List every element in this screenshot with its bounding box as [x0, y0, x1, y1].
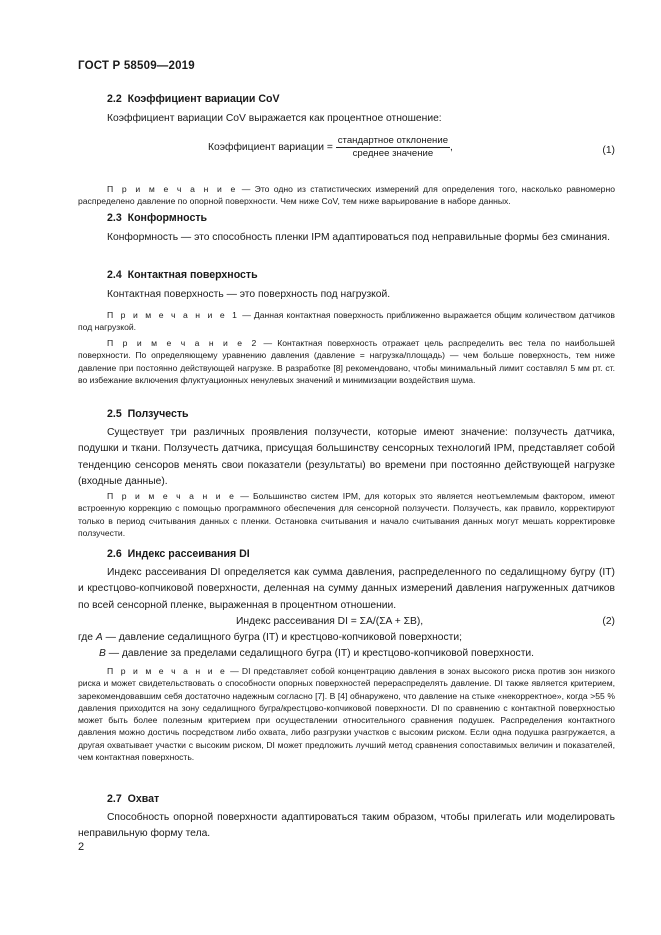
- definition-a-text: — давление седалищного бугра (IT) и крестцово-копчиковой поверхности;: [102, 632, 462, 643]
- note-label: П р и м е ч а н и е 1: [107, 310, 240, 320]
- note-label: П р и м е ч а н и е: [107, 666, 228, 676]
- section-2-4-note-2: [78, 337, 615, 386]
- section-2-2-text: Коэффициент вариации CoV выражается как процентное отношение:: [107, 113, 442, 124]
- section-title: Ползучесть: [127, 408, 189, 420]
- section-number: 2.3: [107, 212, 122, 224]
- definition-b-text: — давление за пределами седалищного бугра (IT) и крестцово-копчиковой поверхности.: [105, 648, 535, 659]
- symbol-b: B: [99, 648, 106, 659]
- section-number: 2.4: [107, 269, 122, 281]
- definition-a: [78, 632, 462, 643]
- equation-fraction: [336, 135, 450, 160]
- section-title: Коэффициент вариации CoV: [127, 93, 280, 105]
- section-title: Конформность: [127, 212, 208, 224]
- note-text: — Большинство систем IPM, для которых это является неотъемлемым фактором, имеют встроенную коррекцию с помощью программного обеспечения для сенсорной ползучести. Ползучесть, как правило, корректируют только в период считывания данных с пленки. Остановка считывания и начало считывания данных могут мешать корректировке ползучести.: [78, 491, 615, 538]
- section-number: 2.5: [107, 408, 122, 420]
- symbol-a: A: [95, 632, 103, 643]
- section-2-3-heading: [107, 212, 207, 224]
- section-2-5-note: [78, 490, 615, 539]
- section-2-4-note-1: [78, 309, 615, 334]
- standard-header: ГОСТ Р 58509—2019: [78, 60, 195, 72]
- section-2-6-heading: [107, 548, 250, 560]
- note-text: — Данная контактная поверхность приближенно выражается общим количеством датчиков под нагрузкой.: [78, 310, 615, 333]
- note-label: П р и м е ч а н и е: [107, 491, 237, 501]
- equation-1: [208, 135, 453, 160]
- note-text: — DI представляет собой концентрацию давления в зонах высокого риска против зон низкого риска и может свидетельствовать о способности опорных поверхностей перераспределять давление. DI также является критерием, зарекомендовавшим себя достаточно надежным согласно [7]. В [4] обнаружено, что давление на стыке «некорректное», когда >55 % давления приходится на зону седалищного бугра/крестцово-копчиковой поверхности. DI по сравнению с контактной поверхностью может быть более полезным критерием при осуществлении относительного сравнения подушек. Распределения контактного давления можно достичь посредством либо охвата, либо разгрузки участков с высоким риском. Если одна подушка разгружается, а другая охватывает участки с высоким риском, DI может предложить лучший метод сравнения сопоставимых величин и показателей, чем контактная поверхность.: [78, 666, 615, 763]
- section-2-6-text: Индекс рассеивания DI определяется как сумма давления, распределенного по седалищному бугру (IT) и крестцово-копчиковой поверхности, деленная на сумму данных измерений давления нагруженных датчиков по всей сенсорной пленке, выраженная в процентном отношении.: [78, 567, 615, 611]
- section-number: 2.2: [107, 93, 122, 105]
- equation-tail: ,: [450, 142, 453, 154]
- section-2-4-text: Контактная поверхность — это поверхность под нагрузкой.: [107, 289, 391, 300]
- section-2-2-note: [78, 183, 615, 208]
- equation-2-number: (2): [602, 616, 615, 627]
- section-number: 2.7: [107, 793, 122, 805]
- section-2-7-heading: [107, 793, 159, 805]
- section-2-3-text: Конформность — это способность пленки IPM адаптироваться под неправильные формы без сминания.: [107, 232, 610, 243]
- equation-1-number: (1): [602, 145, 615, 156]
- page-number: 2: [78, 841, 85, 853]
- note-text: — Это одно из статистических измерений для определения того, насколько равномерно распределено давление по опорной поверхности. Чем ниже CoV, тем ниже варьирование в наборе данных.: [78, 184, 615, 207]
- definition-prefix: где: [78, 632, 96, 643]
- equation-2: Индекс рассеивания DI = ΣA/(ΣA + ΣB),: [236, 616, 424, 627]
- section-title: Охват: [127, 793, 160, 805]
- note-label: П р и м е ч а н и е: [107, 184, 238, 194]
- section-2-5-heading: [107, 408, 189, 420]
- section-2-6-note: [78, 665, 615, 763]
- section-number: 2.6: [107, 548, 122, 560]
- note-label: П р и м е ч а н и е 2: [107, 338, 259, 348]
- section-title: Индекс рассеивания DI: [127, 548, 250, 560]
- equation-lhs: Коэффициент вариации =: [208, 142, 333, 154]
- fraction-numerator: стандартное отклонение: [337, 135, 449, 146]
- fraction-denominator: среднее значение: [352, 148, 434, 159]
- section-2-7-text: Способность опорной поверхности адаптироваться таким образом, чтобы прилегать или моделировать неправильную форму тела.: [78, 812, 615, 840]
- definition-b: [99, 648, 534, 659]
- section-2-5-text: Существует три различных проявления ползучести, которые имеют значение: ползучесть датчика, подушки и ткани. Ползучесть датчика, присущая большинству сенсорных технологий IPM, представляет собой тенденцию сенсоров менять свои показатели (результаты) во времени при постоянно действующей нагрузке (входные данные).: [78, 427, 615, 488]
- note-text: — Контактная поверхность отражает цель распределить вес тела по наибольшей поверхности. По определяющему уравнению давления (давление = нагрузка/площадь) — чем больше поверхность, тем ниже давление при постоянно действующей нагрузке. В разработке [8] рекомендовано, чтобы минимальный лимит составлял 5 мм рт. ст. во избежание включения флуктуационных ненулевых значений и минимизации воздействия шума.: [78, 338, 615, 385]
- section-title: Контактная поверхность: [127, 269, 258, 281]
- section-2-4-heading: [107, 269, 258, 281]
- section-2-2-heading: [107, 93, 280, 105]
